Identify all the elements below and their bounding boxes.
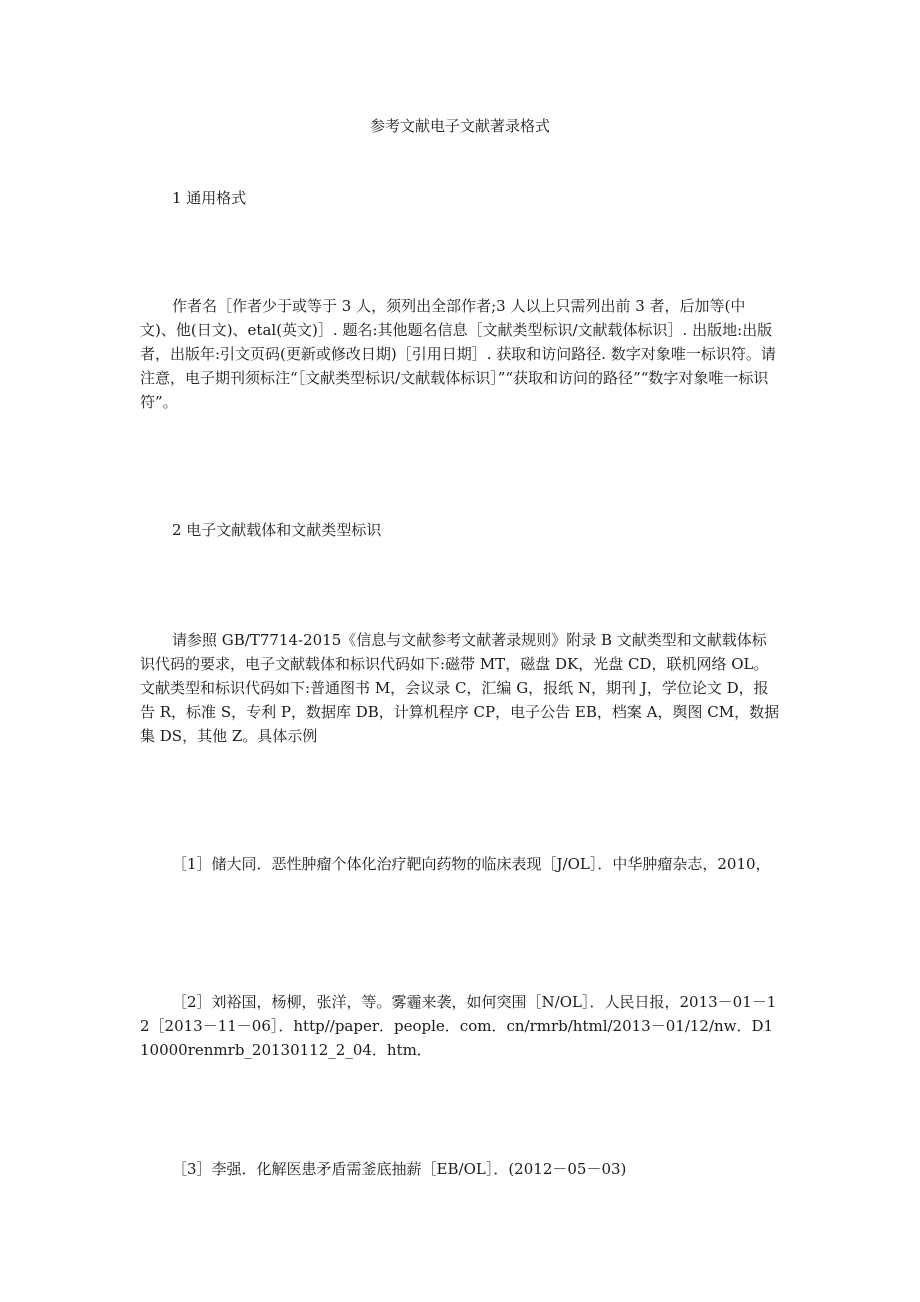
section-heading-general-format: 1 通用格式 (172, 189, 247, 207)
reference-item: ［2］刘裕国，杨柳，张洋，等。雾霾来袭，如何突围［N/OL］．人民日报，2013－01－12［2013－11－06］．http//paper．people．com．cn/rmrb/html/2013－01/12/nw．D110000renmrb_20130112_2_04．htm． (140, 993, 777, 1059)
page-title: 参考文献电子文献著录格式 (369, 117, 550, 135)
paragraph-general-format: 作者名［作者少于或等于 3 人，须列出全部作者;3 人以上只需列出前 3 者，后加等(中文)、他(日文)、etal(英文)］. 题名:其他题名信息［文献类型标识/文献载体标识］. 出版地:出版者，出版年:引文页码(更新或修改日期)［引用日期］. 获取和访问路径. 数字对象唯一标识符。请注意，电子期刊须标注“［文献类型标识/文献载体标识］”“获取和访问的路径”“数字对象唯一标识符”。 (140, 297, 776, 411)
section-heading-carrier-and-type: 2 电子文献载体和文献类型标识 (172, 521, 382, 539)
reference-item: ［1］储大同．恶性肿瘤个体化治疗靶向药物的临床表现［J/OL］．中华肿瘤杂志，2010， (172, 855, 771, 873)
paragraph-carrier-and-type: 请参照 GB/T7714-2015《信息与文献参考文献著录规则》附录 B 文献类型和文献载体标识代码的要求，电子文献载体和标识代码如下:磁带 MT，磁盘 DK，光盘 CD，联机网络 OL。文献类型和标识代码如下:普通图书 M，会议录 C，汇编 G，报纸 N，期刊 J，学位论文 D，报告 R，标准 S，专利 P，数据库 DB，计算机程序 CP，电子公告 EB，档案 A，舆图 CM，数据集 DS，其他 Z。具体示例 (140, 631, 780, 745)
reference-item: ［3］李强．化解医患矛盾需釜底抽薪［EB/OL］．(2012－05－03) (172, 1160, 627, 1178)
